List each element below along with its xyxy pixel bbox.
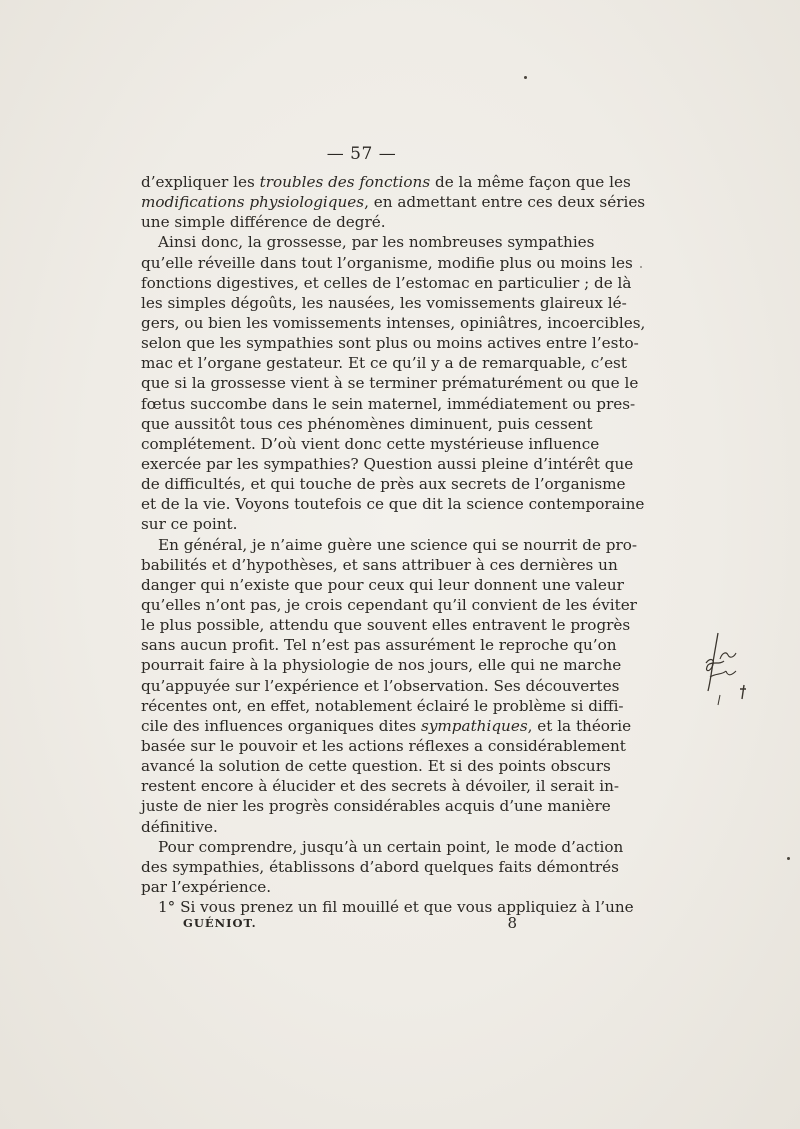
text-run: cile des influences organiques dites [141,716,422,735]
text-line [141,736,626,756]
text-run: danger qui n’existe que pour ceux qui leur donnent une valeur [141,575,624,594]
text-line [141,655,622,675]
text-run: gers, ou bien les vomissements intenses, opiniâtres, incoercibles, [141,313,646,332]
text-run: En général, je n’aime guère une science qui se nourrit de pro- [158,535,638,554]
text-line [141,817,588,837]
text-run: basée sur le pouvoir et les actions réflexes a considérablement [141,736,626,755]
text-line [141,474,626,494]
text-run: restent encore à élucider et des secrets à dévoiler, il serait in- [141,777,619,796]
text-line [141,172,631,192]
text-run: récentes ont, en effet, notablement éclairé le problème si diffi- [141,696,624,715]
text-line [141,253,633,273]
text-line [141,454,634,474]
text-run: juste de nier les progrès considérables acquis d’une manière [141,797,611,816]
text-run: mac et l’organe gestateur. Et ce qu’il y a de remarquable, c’est [141,354,627,373]
ink-speck [787,857,790,860]
text-run: qu’elles n’ont pas, je crois cependant qu’il convient de les éviter [141,595,637,614]
text-run: d’expliquer les [141,173,260,191]
page-footer [183,914,523,934]
text-run: les simples dégoûts, les nausées, les vomissements glaireux lé- [141,293,627,312]
text-line [141,313,646,333]
ink-speck [524,76,527,79]
text-run: pourrait faire à la physiologie de nos jours, elle qui ne marche [141,656,622,675]
text-line [141,635,617,655]
text-run: définitive. [141,817,218,836]
italic-run: troubles des fonctions [259,173,431,191]
text-run: sur ce point. [141,515,238,534]
text-line [141,877,588,897]
text-line [141,756,611,776]
text-line [141,837,624,857]
text-line [141,293,627,313]
printer-signature: GUÉNIOT. [183,916,257,930]
text-run: selon que les sympathies sont plus ou moins actives entre l’esto- [141,334,639,353]
text-run: complétement. D’où vient donc cette mystérieuse influence [141,434,600,453]
text-run: fœtus succombe dans le sein maternel, immédiatement ou pres- [141,394,636,413]
text-run: , et la théorie [527,716,632,735]
text-line [141,535,638,555]
handwritten-annotation [690,625,760,715]
text-run: que aussitôt tous ces phénomènes diminuent, puis cessent [141,414,593,433]
text-run: fonctions digestives, et celles de l’estomac en particulier ; de là [141,273,632,292]
text-line [141,192,646,212]
text-run: et de la vie. Voyons toutefois ce que dit la science contemporaine [141,495,645,514]
text-line [141,696,624,716]
text-line [141,414,593,434]
text-line [141,494,645,514]
text-line [141,394,636,414]
text-run: sans aucun profit. Tel n’est pas assurément le reproche qu’on [141,636,617,655]
text-run: , en admettant entre ces deux séries [364,193,646,212]
text-line [141,796,611,816]
text-line [141,212,588,232]
text-run: avancé la solution de cette question. Et si des points obscurs [141,757,611,776]
text-line [141,595,637,615]
ink-speck [640,266,642,268]
text-run: une simple différence de degré. [141,213,386,232]
italic-run: modifications physiologiques [141,193,365,212]
text-run: par l’expérience. [141,877,272,896]
text-run: des sympathies, établissons d’abord quelques faits démontrés [141,857,619,876]
text-run: le plus possible, attendu que souvent elles entravent le progrès [141,616,631,635]
text-run: Ainsi donc, la grossesse, par les nombreuses sympathies [158,233,595,252]
sheet-number: 8 [507,914,517,932]
text-run: de la même façon que les [430,173,631,191]
text-line [141,575,624,595]
text-run: que si la grossesse vient à se terminer prématurément ou que le [141,374,639,393]
text-line [141,273,632,293]
text-line [141,716,632,736]
body-text [141,172,646,917]
text-line [141,776,619,796]
text-line [141,555,618,575]
text-run: babilités et d’hypothèses, et sans attribuer à ces dernières un [141,555,618,574]
text-run: exercée par les sympathies? Question aussi pleine d’intérêt que [141,454,634,473]
text-run: Pour comprendre, jusqu’à un certain point, le mode d’action [158,837,624,856]
text-line [141,373,639,393]
text-run: 1° Si vous prenez un fil mouillé et que vous appliquiez à l’une [158,898,634,917]
text-line [141,514,588,534]
text-run: qu’appuyée sur l’expérience et l’observation. Ses découvertes [141,676,620,695]
italic-run: sympathiques [421,716,528,735]
text-run: de difficultés, et qui touche de près aux secrets de l’organisme [141,475,626,494]
text-line [141,615,631,635]
page-number: — 57 — [326,144,397,164]
text-line [141,232,595,252]
text-line [141,857,619,877]
text-line [141,434,600,454]
text-line [141,333,639,353]
text-run: qu’elle réveille dans tout l’organisme, modifie plus ou moins les [141,253,633,272]
text-line [141,353,627,373]
text-line [141,676,620,696]
